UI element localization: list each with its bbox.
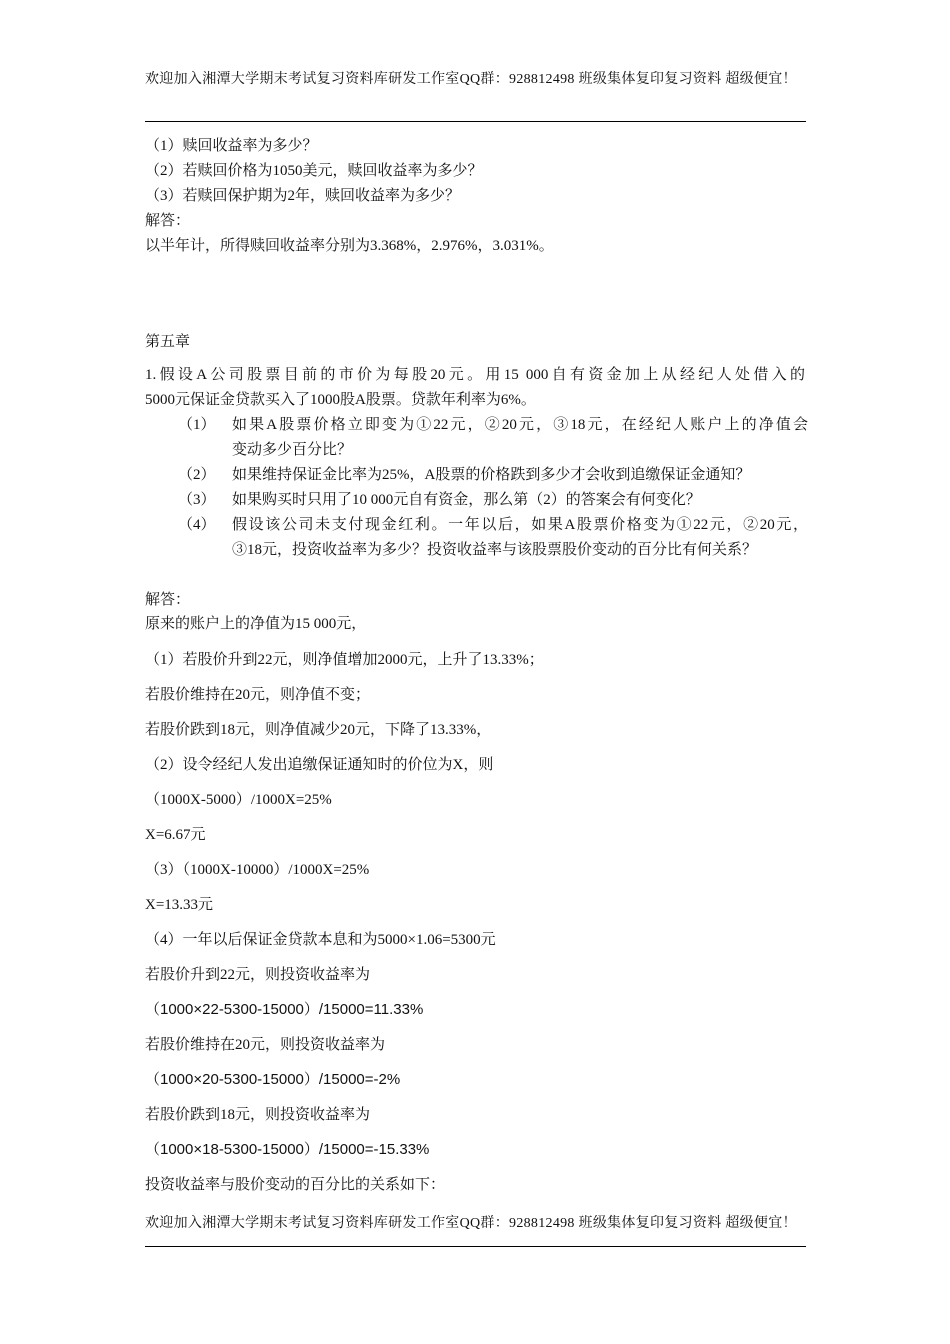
solution-line: 若股价跌到18元，则净值减少20元，下降了13.33%， — [145, 722, 492, 738]
item-number-1: （1） — [178, 417, 216, 433]
question-3: （3）若赎回保护期为2年，赎回收益率为多少？ — [145, 188, 461, 204]
item-4-line-2: ③18元，投资收益率为多少？投资收益率与该股票股价变动的百分比有何关系？ — [232, 542, 758, 558]
footer-rule — [145, 1246, 806, 1247]
solution-line: X=6.67元 — [145, 827, 206, 843]
solution-line: 原来的账户上的净值为15 000元， — [145, 616, 367, 632]
chapter-title: 第五章 — [145, 334, 191, 350]
solution-line: 投资收益率与股价变动的百分比的关系如下： — [145, 1177, 446, 1193]
item-number-4: （4） — [178, 517, 216, 533]
answer-label: 解答： — [145, 213, 191, 229]
formula-line: （1000×20-5300-15000）/15000=-2% — [145, 1071, 401, 1088]
item-2-line-1: 如果维持保证金比率为25%，A股票的价格跌到多少才会收到追缴保证金通知？ — [232, 467, 751, 483]
answer-text: 以半年计，所得赎回收益率分别为3.368%，2.976%，3.031%。 — [145, 238, 554, 254]
solution-line: X=13.33元 — [145, 897, 214, 913]
solution-line: （3）（1000X-10000）/1000X=25% — [145, 862, 370, 878]
footer-text: 欢迎加入湘潭大学期末考试复习资料库研发工作室QQ群：928812498 班级集体复印复习资料 超级便宜！ — [145, 1216, 797, 1231]
solution-line: 若股价升到22元，则投资收益率为 — [145, 967, 371, 983]
header-text: 欢迎加入湘潭大学期末考试复习资料库研发工作室QQ群：928812498 班级集体复印复习资料 超级便宜！ — [145, 72, 797, 87]
problem-intro-line-2: 5000元保证金贷款买入了1000股A股票。贷款年利率为6%。 — [145, 392, 536, 408]
item-number-2: （2） — [178, 467, 216, 483]
question-2: （2）若赎回价格为1050美元，赎回收益率为多少？ — [145, 163, 483, 179]
solution-line: （4）一年以后保证金贷款本息和为5000×1.06=5300元 — [145, 932, 496, 948]
problem-intro-line-1: 1.假设A公司股票目前的市价为每股20元。用15 000自有资金加上从经纪人处借入的 — [145, 367, 805, 383]
item-1-line-1: 如果A股票价格立即变为①22元，②20元，③18元，在经纪人账户上的净值会 — [232, 417, 808, 433]
solution-line: （1000X-5000）/1000X=25% — [145, 792, 332, 808]
solution-label: 解答： — [145, 592, 191, 608]
formula-line: （1000×18-5300-15000）/15000=-15.33% — [145, 1141, 430, 1158]
solution-line: （1）若股价升到22元，则净值增加2000元，上升了13.33%； — [145, 652, 544, 668]
solution-line: 若股价跌到18元，则投资收益率为 — [145, 1107, 371, 1123]
formula-line: （1000×22-5300-15000）/15000=11.33% — [145, 1001, 424, 1018]
header-rule — [145, 121, 806, 122]
solution-line: 若股价维持在20元，则净值不变； — [145, 687, 371, 703]
question-1: （1）赎回收益率为多少？ — [145, 138, 318, 154]
solution-line: （2）设令经纪人发出追缴保证通知时的价位为X，则 — [145, 757, 494, 773]
item-4-line-1: 假设该公司未支付现金红利。一年以后，如果A股票价格变为①22元，②20元， — [232, 517, 808, 533]
solution-line: 若股价维持在20元，则投资收益率为 — [145, 1037, 386, 1053]
item-3-line-1: 如果购买时只用了10 000元自有资金，那么第（2）的答案会有何变化？ — [232, 492, 701, 508]
item-1-line-2: 变动多少百分比？ — [232, 442, 353, 458]
item-number-3: （3） — [178, 492, 216, 508]
